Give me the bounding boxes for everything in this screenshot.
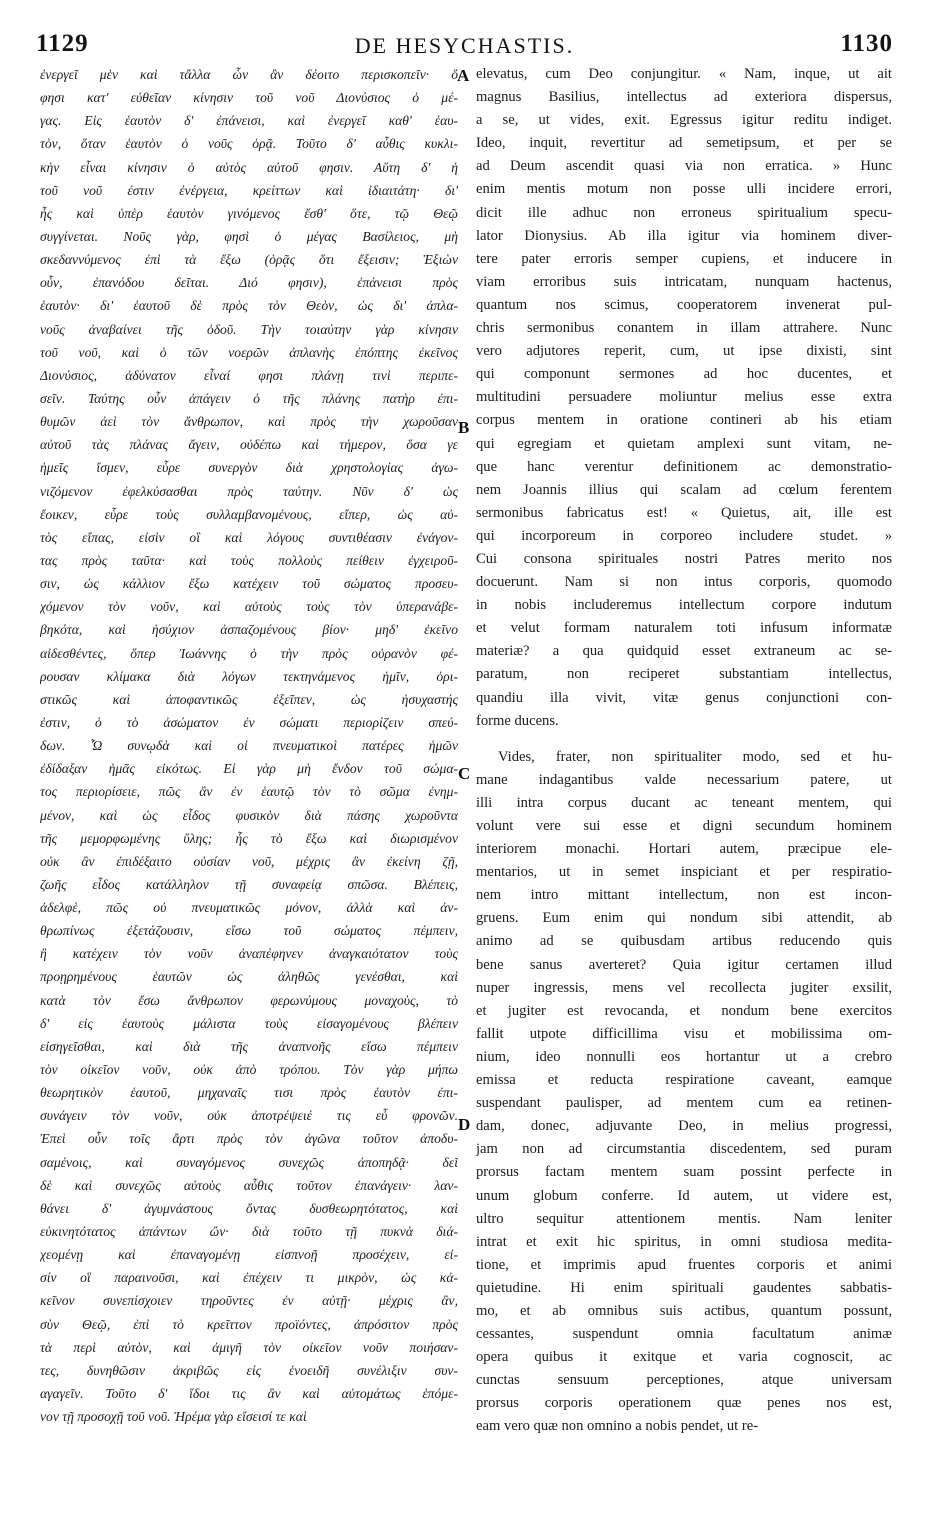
text-line: νιζόμενον ἐφελκύσασθαι πρὸς ταύτην. Νῦν δ' ὡς	[40, 483, 458, 499]
text-line: ἢ κατέχειν τὸν νοῦν ἀναπέφηνεν ἀναγκαιότατον τοὺς	[40, 946, 458, 962]
text-line: ρουσαν κλίμακα διὰ λόγων τεκτηνάμενος ἡμῖν, ὁρι-	[40, 668, 458, 684]
text-line: suspendant paulisper, ad mentem cum ea retinen-	[476, 1095, 892, 1112]
text-line: prorsus factam mentem suam possint perfecte in	[476, 1164, 892, 1181]
text-line: sermonibus fabricatus est! « Quietus, ait, ille est	[476, 504, 892, 521]
text-line: νοῦς ἀναβαίνει τῆς ὁδοῦ. Τὴν τοιαύτην γὰρ κίνησιν	[40, 321, 458, 337]
text-line: τῆς μεμορφωμένης ὕλης; ἧς τὸ ἔξω καὶ διωρισμένον	[40, 830, 458, 846]
text-line: τὸν οἰκεῖον νοῦν, οὐκ ἀπὸ τρόπου. Τὸν γὰρ μήπω	[40, 1062, 458, 1078]
text-line: νον τῇ προσοχῇ τοῦ νοῦ. Ἠρέμα γὰρ εἴσεισί τε καὶ	[40, 1409, 307, 1425]
text-line: in nobis includeremus intellectum corpore indutum	[476, 597, 892, 614]
text-line: tione, et imprimis apud fruentes corporis et animi	[476, 1256, 892, 1273]
text-line: dicit ille adhuc non erroneus spiritualium specu-	[476, 204, 892, 221]
text-line: Vides, frater, non spiritualiter modo, sed et hu-	[498, 748, 892, 765]
text-line: χόμενον τὸν νοῦν, καὶ αὐτοὺς τοὺς τὸν ὑπερανάβε-	[40, 599, 458, 615]
text-line: ἡμεῖς ἴσμεν, εὗρε συνεργὸν διὰ χρηστολογίας ἀγω-	[40, 460, 458, 476]
text-line: Διονύσιος, ἀδύνατον εἶναί φησι πλάνῃ τινὶ περιπε-	[40, 367, 458, 383]
text-line: ἧς καὶ ὑπὲρ ἑαυτὸν γινόμενος ἔσθ' ὅτε, τῷ Θεῷ	[40, 205, 458, 221]
text-line: κὴν εἶναι κίνησιν ὁ αὐτὸς αὐτοῦ φησιν. Αὕτη δ' ἡ	[40, 159, 458, 175]
text-line: συγγίνεται. Νοῦς γὰρ, φησὶ ὁ μέγας Βασίλειος, μὴ	[40, 228, 458, 244]
text-line: volunt vere sui esse et digni secundum hominem	[476, 818, 892, 834]
text-line: συνάγειν τὸν νοῦν, οὐκ ἀποτρέψειέ τις εὖ φρονῶν.	[40, 1108, 458, 1124]
text-line: mane indagantibus valde necessarium patere, ut	[476, 771, 892, 788]
text-line: bene sanus averteret? Quia igitur certamen illud	[476, 956, 892, 973]
section-marker-d: D	[458, 1115, 471, 1134]
page-number-left: 1129	[36, 30, 89, 57]
text-line: gruens. Eum enim qui nondum sibi attendit, ab	[476, 910, 892, 927]
text-line: τος περιορίσειε, πῶς ἂν ἐν ἑαυτῷ τὸν τὸ σῶμα ἐνημ-	[40, 784, 458, 800]
text-line: ad Deum ascendit quasi via non erratica. » Hunc	[476, 158, 892, 175]
text-line: θυμῶν ἀεὶ τὸν ἄνθρωπον, καὶ πρὸς τὴν χωροῦσαν	[40, 414, 458, 430]
text-line: et jugiter est revocanda, et nondum bene exercitos	[476, 1002, 892, 1019]
greek-text-column	[40, 63, 458, 1428]
text-line: quandiu illa vivit, vitæ genus conjunctioni con-	[476, 689, 892, 706]
text-line: lator Dionysius. Ab illa igitur via hominem diver-	[476, 227, 892, 244]
paragraph-spacer	[476, 733, 892, 746]
text-line: nem Joannis illius qui scalam ad cœlum ferentem	[476, 481, 892, 498]
text-line: intrat et exit hic spiritus, in omni studiosa medita-	[476, 1233, 892, 1250]
text-line: qui egregiam et quietam amplexi sunt vitam, ne-	[476, 435, 892, 452]
text-line: σίν οἳ παραινοῦσι, καὶ ἐπέχειν τι μικρὸν, ὡς κἀ-	[40, 1270, 458, 1286]
text-line: τὸς εἴπας, εἰσὶν οἳ καὶ λόγους συντιθέασιν ἐνάγον-	[40, 529, 458, 545]
text-line: animo ad se quibusdam artibus reducendo quis	[476, 933, 892, 950]
latin-paragraph	[476, 746, 892, 1439]
text-line: jam non ad circumstantia discedentem, sed puram	[476, 1141, 892, 1158]
running-title: DE HESYCHASTIS.	[354, 33, 575, 58]
text-line: φησι κατ' εὐθεῖαν κίνησιν τοῦ νοῦ Διονύσιος ὁ μέ-	[40, 90, 458, 106]
text-line: τοῦ νοῦ ἐστιν ἐνέργεια, κρείττων καὶ ἰδιαιτάτη· δι'	[40, 182, 458, 198]
text-line: προῃρημένους ἑαυτῶν ὡς ἀληθῶς γενέσθαι, καὶ	[40, 969, 458, 985]
text-line: quantum nos scimus, cooperatorem invenerat pul-	[476, 296, 892, 313]
page-header	[36, 30, 893, 60]
section-marker-b: B	[458, 418, 470, 437]
text-line: βηκότα, καὶ ἡσύχιον ἀσπαζομένους βίον· μηδ' ἐκεῖνο	[40, 622, 458, 638]
text-line: nium, ideo nonnulli eos hortantur ut a crebro	[476, 1048, 892, 1065]
text-line: εὐκινητότατος ἁπάντων ὤν· διὰ τοῦτο τῇ πυκνὰ διά-	[40, 1224, 458, 1240]
text-line: et velut formam naturalem toti infusum informatæ	[476, 620, 892, 637]
text-line: opera quibus it exitque et varia cognoscit, ac	[476, 1349, 892, 1366]
text-line: vero adjutores reperit, cum, ut ipse dixisti, sint	[476, 343, 892, 360]
text-line: ἐνεργεῖ μὲν καὶ τἄλλα ὧν ἂν δέοιτο περισκοπεῖν· ὅ	[40, 67, 458, 82]
text-line: emissa et reducta respiratione caveant, eamque	[476, 1072, 892, 1089]
text-line: docuerunt. Nam si non intus corporis, quomodo	[476, 574, 892, 591]
text-line: τὸν, ὅταν ἑαυτὸν ὁ νοῦς ὁρᾷ. Τοῦτο δ' αὖθις κυκλι-	[40, 136, 458, 152]
text-line: ἑαυτὸν· δι' ἑαυτοῦ δὲ πρὸς τὸν Θεὸν, ὡς δι' ἀπλα-	[40, 298, 458, 314]
text-line: forme ducens.	[476, 712, 559, 729]
text-line: viam erroribus suis intricatam, nunquam hactenus,	[476, 273, 892, 290]
text-line: στικῶς καὶ ἀποφαντικῶς ἐξεῖπεν, ὡς ἡσυχαστής	[40, 691, 458, 707]
text-line: ἔοικεν, εὗρε τοὺς συλλαμβανομένους, εἴπερ, ὡς αὐ-	[40, 506, 458, 522]
text-line: enim mentis motum non posse ulli incidere errori,	[476, 181, 892, 198]
text-line: magnus Basilius, intellectus ad exteriora dispersus,	[476, 89, 892, 106]
text-line: θεωρητικὸν ἑαυτοῦ, μηχαναῖς τισι πρὸς ἑαυτὸν ἐπι-	[40, 1085, 458, 1101]
text-line: mentarios, ut in semet inspiciant et per respiratio-	[476, 864, 892, 881]
text-line: δ' εἰς ἑαυτοὺς μάλιστα τοὺς εἰσαγομένους βλέπειν	[40, 1015, 458, 1031]
text-line: Ἐπεὶ οὖν τοῖς ἄρτι πρὸς τὸν ἀγῶνα τοῦτον ἀποδυ-	[40, 1131, 458, 1147]
text-line: κεῖνον συνεπίσχοιεν τηροῦντες ἐν αὐτῇ· μέχρις ἂν,	[40, 1293, 458, 1309]
section-marker-a: A	[457, 66, 470, 85]
text-line: ἀδελφὲ, πῶς οὐ πνευματικῶς μόνον, ἀλλὰ καὶ ἀν-	[40, 900, 458, 916]
text-line: τας πρὸς ταῦτα· καὶ τοὺς πολλοὺς πείθειν ἐγχειροῦ-	[40, 552, 458, 568]
text-line: que hanc verentur definitionem ac demonstratio-	[476, 458, 892, 475]
text-line: οὖν, ἐπανόδου δεῖται. Διό φησιν), ἐπάνεισι πρὸς	[40, 275, 458, 291]
text-line: γας. Εἰς ἑαυτὸν δ' ἐπάνεισι, καὶ ἐνεργεῖ καθ' ἑαυ-	[40, 113, 458, 129]
text-line: θρωπίνως ἐξετάζουσιν, εἴσω τοῦ σώματος πέμπειν,	[40, 923, 458, 939]
text-line: materiæ? a qua quidquid esset extraneum ac se-	[476, 643, 892, 660]
text-line: interiorem monachi. Hortari autem, præcipue ele-	[476, 841, 892, 858]
text-line: δὲ καὶ συνεχῶς αὐτοὺς αὖθις τοῦτον ἐπανάγειν· λαν-	[40, 1177, 458, 1193]
text-line: Ideo, inquit, revertitur ad semetipsum, et per se	[476, 135, 892, 152]
text-line: fallit utpote difficillima visu et mobilissima om-	[476, 1025, 892, 1042]
text-line: ἐστιν, ὁ τὸ ἀσώματον ἐν σώματι περιορίζειν σπεύ-	[40, 714, 458, 730]
text-line: chris sermonibus conantem in illam attrahere. Nunc	[476, 320, 892, 337]
text-line: ἐδίδαξαν ἡμᾶς εἰκότως. Εἰ γὰρ μὴ ἔνδον τοῦ σώμα-	[40, 761, 458, 777]
text-line: τοῦ νοῦ, καὶ ὁ τῶν νοερῶν ἀπλανὴς ἐπόπτης ἐκεῖνος	[40, 344, 458, 360]
text-line: tere pater erroris semper cupiens, et inducere in	[476, 250, 892, 267]
text-line: ζωῆς εἶδος κατάλληλον τῇ συναφείᾳ σπῶσα. Βλέπεις,	[40, 876, 458, 892]
text-line: σεῖν. Ταύτης οὖν ἀπάγειν ὁ τῆς πλάνης πατὴρ ἐπι-	[40, 390, 458, 406]
text-line: εἰσηγεῖσθαι, καὶ διὰ τῆς ἀναπνοῆς εἴσω πέμπειν	[40, 1038, 458, 1054]
text-line: ultro sequitur attentionem mentis. Nam leniter	[476, 1210, 892, 1227]
text-line: σιν, ὡς κάλλιον ἔξω κατέχειν τοῦ σώματος προσευ-	[40, 576, 458, 592]
text-line: κατὰ τὸν ἔσω ἄνθρωπον φερωνύμους μοναχοὺς, τὸ	[40, 992, 458, 1008]
text-line: illi intra corpus ducant ac teneant mentem, qui	[476, 794, 892, 811]
text-line: quietudine. Hi enim spirituali gaudentes sabbatis-	[476, 1279, 892, 1296]
text-line: multitudini persuadere moliuntur melius esse extra	[476, 389, 892, 406]
text-line: qui incorporeum in corporeo includere studet. »	[476, 527, 892, 544]
latin-paragraph	[476, 63, 892, 733]
text-line: δων. Ὧ συνῳδὰ καὶ οἱ πνευματικοὶ πατέρες ἡμῶν	[40, 738, 458, 754]
text-line: nem intro mittant intellectum, non est incon-	[476, 887, 892, 904]
text-line: σὺν Θεῷ, ἐπὶ τὸ κρεῖττον προϊόντες, ἀπρόσιτον πρὸς	[40, 1316, 458, 1332]
text-line: θάνει δ' ἀγυμνάστους ὄντας δυσθεωρητότατος, καὶ	[40, 1200, 458, 1216]
text-line: σκεδαννύμενος ἐπὶ τὰ ἔξω (ὁρᾷς ὅτι ἔξεισιν; Ἐξιὼν	[40, 252, 458, 268]
text-line: qui componunt sermones ad hoc ducentes, et	[476, 366, 892, 383]
text-line: unum globum conferre. Id autem, ut videre est,	[476, 1187, 892, 1204]
text-line: Cui consona spirituales nostri Patres merito nos	[476, 550, 892, 567]
text-line: cessantes, suspendunt omnia facultatum animæ	[476, 1326, 892, 1343]
text-line: paratum, non reciperet substantiam intellectus,	[476, 666, 892, 683]
text-line: αἰδεσθέντες, ὅπερ Ἰωάννης ὁ τὴν πρὸς οὐρανὸν φέ-	[40, 645, 458, 661]
text-line: τὰ περὶ αὐτὸν, καὶ ἀμιγῆ τὸν οἰκεῖον νοῦν ποιήσαν-	[40, 1339, 458, 1355]
text-line: αγαγεῖν. Τοῦτο δ' ἴδοι τις ἂν καὶ αὐτομάτως ἑπόμε-	[40, 1386, 458, 1402]
text-line: τες, δυνηθῶσιν ἀκριβῶς εἰς ἑνοειδῆ συνέλιξιν συν-	[40, 1362, 458, 1378]
text-line: χεομένῃ καὶ ἐπαναγομένῃ εἰσπνοῇ προσέχειν, εἰ-	[40, 1247, 458, 1263]
text-line: a se, ut vides, exit. Egressus igitur reditu indiget.	[476, 112, 892, 129]
latin-text-column	[476, 63, 892, 1439]
text-line: dam, donec, adjuvante Deo, in melius progressi,	[476, 1118, 892, 1135]
text-line: corpus mentem in oratione contineri ab his etiam	[476, 412, 892, 429]
text-line: elevatus, cum Deo conjungitur. « Nam, inque, ut ait	[476, 66, 892, 82]
section-marker-c: C	[458, 764, 471, 783]
text-line: mo, et ab omnibus suis actibus, quantum possunt,	[476, 1302, 892, 1319]
text-line: σαμένοις, καὶ συναγόμενος συνεχῶς ἀποπηδᾷ· δεῖ	[40, 1154, 458, 1170]
text-line: οὐκ ἂν ἐπιδέξαιτο οὐσίαν νοῦ, μέχρις ἂν ἐκείνη ζῇ,	[40, 853, 458, 869]
text-line: nuper ingressis, mens vel recollecta jugiter exsilit,	[476, 979, 892, 996]
text-line: cunctas sensuum perceptiones, atque universam	[476, 1372, 892, 1389]
text-line: prorsus corporis operationem quæ penes nos est,	[476, 1395, 892, 1412]
page-number-right: 1130	[840, 30, 893, 57]
text-line: eam vero quæ non omnino a nobis pendet, ut re-	[476, 1418, 759, 1435]
text-line: μένον, καὶ ὡς εἶδος φυσικὸν διὰ πάσης χωροῦντα	[40, 807, 458, 823]
text-line: αὐτοῦ τὰς πλάνας ἄγειν, οὐδέπω καὶ τήμερον, ὅσα γε	[40, 437, 458, 453]
